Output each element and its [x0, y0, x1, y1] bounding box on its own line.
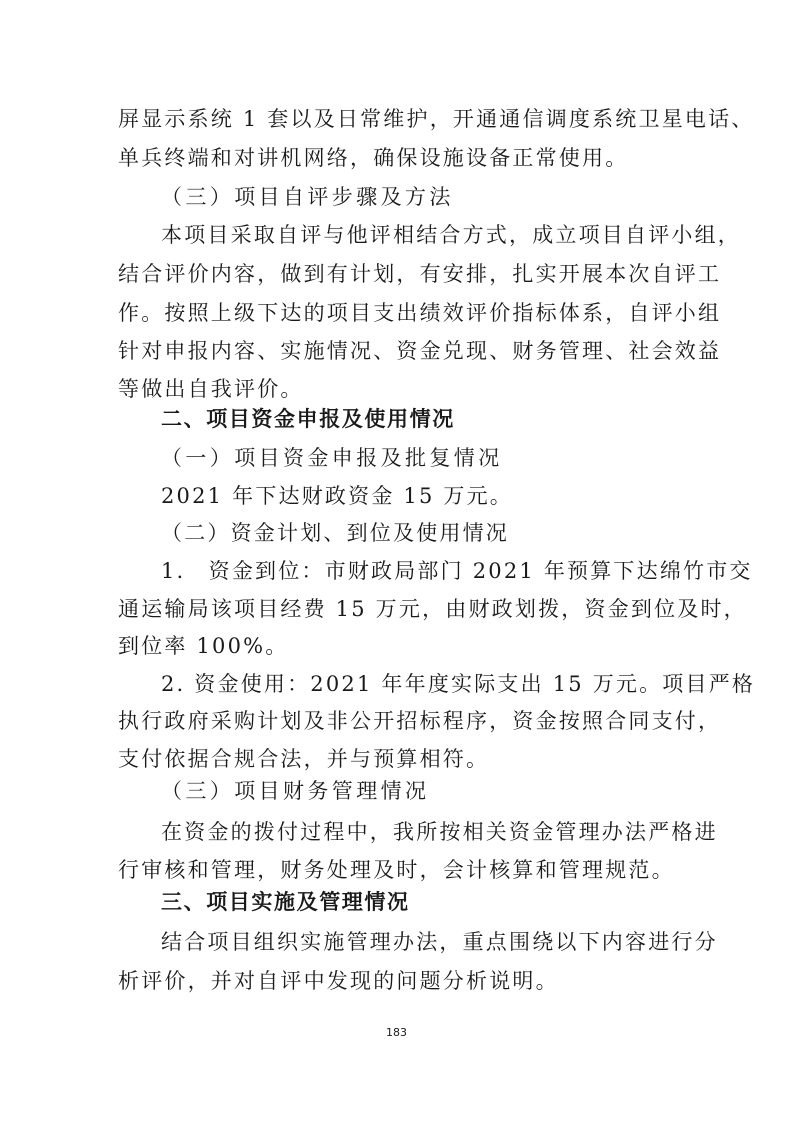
body-text-line: 等做出自我评价。 — [118, 377, 304, 401]
subsection-heading: （一）项目资金申报及批复情况 — [161, 446, 503, 470]
body-text-line: 作。按照上级下达的项目支出绩效评价指标体系，自评小组 — [118, 301, 722, 325]
subsection-heading: （二）资金计划、到位及使用情况 — [161, 521, 509, 545]
body-text-line: 2. 资金使用：2021 年年度实际支出 15 万元。项目严格 — [161, 672, 756, 696]
body-text-line: 结合项目组织实施管理办法，重点围绕以下内容进行分 — [161, 930, 718, 954]
body-text-line: 析评价，并对自评中发现的问题分析说明。 — [118, 969, 559, 993]
body-text-line: 单兵终端和对讲机网络，确保设施设备正常使用。 — [118, 146, 629, 170]
subsection-heading: （三）项目自评步骤及方法 — [161, 185, 454, 209]
body-text-line: 本项目采取自评与他评相结合方式，成立项目自评小组， — [161, 223, 741, 247]
body-text-line: 1. 资金到位：市财政局部门 2021 年预算下达绵竹市交 — [161, 559, 753, 583]
body-text-line: 2021 年下达财政资金 15 万元。 — [161, 484, 513, 508]
body-text-line: 到位率 100%。 — [118, 634, 289, 658]
subsection-heading: （三）项目财务管理情况 — [161, 779, 430, 803]
section-heading: 二、项目资金申报及使用情况 — [161, 407, 455, 431]
body-text-line: 结合评价内容，做到有计划，有安排，扎实开展本次自评工 — [118, 262, 722, 286]
body-text-line: 屏显示系统 1 套以及日常维护，开通通信调度系统卫星电话、 — [118, 107, 755, 131]
body-text-line: 行审核和管理，财务处理及时，会计核算和管理规范。 — [118, 858, 675, 882]
section-heading: 三、项目实施及管理情况 — [161, 890, 410, 914]
body-text-line: 针对申报内容、实施情况、资金兑现、财务管理、社会效益 — [118, 339, 722, 363]
body-text-line: 执行政府采购计划及非公开招标程序，资金按照合同支付， — [118, 709, 722, 733]
body-text-line: 在资金的拨付过程中，我所按相关资金管理办法严格进 — [161, 820, 718, 844]
body-text-line: 支付依据合规合法，并与预算相符。 — [118, 747, 490, 771]
page-number: 183 — [386, 1026, 407, 1039]
body-text-line: 通运输局该项目经费 15 万元，由财政划拨，资金到位及时， — [118, 597, 747, 621]
